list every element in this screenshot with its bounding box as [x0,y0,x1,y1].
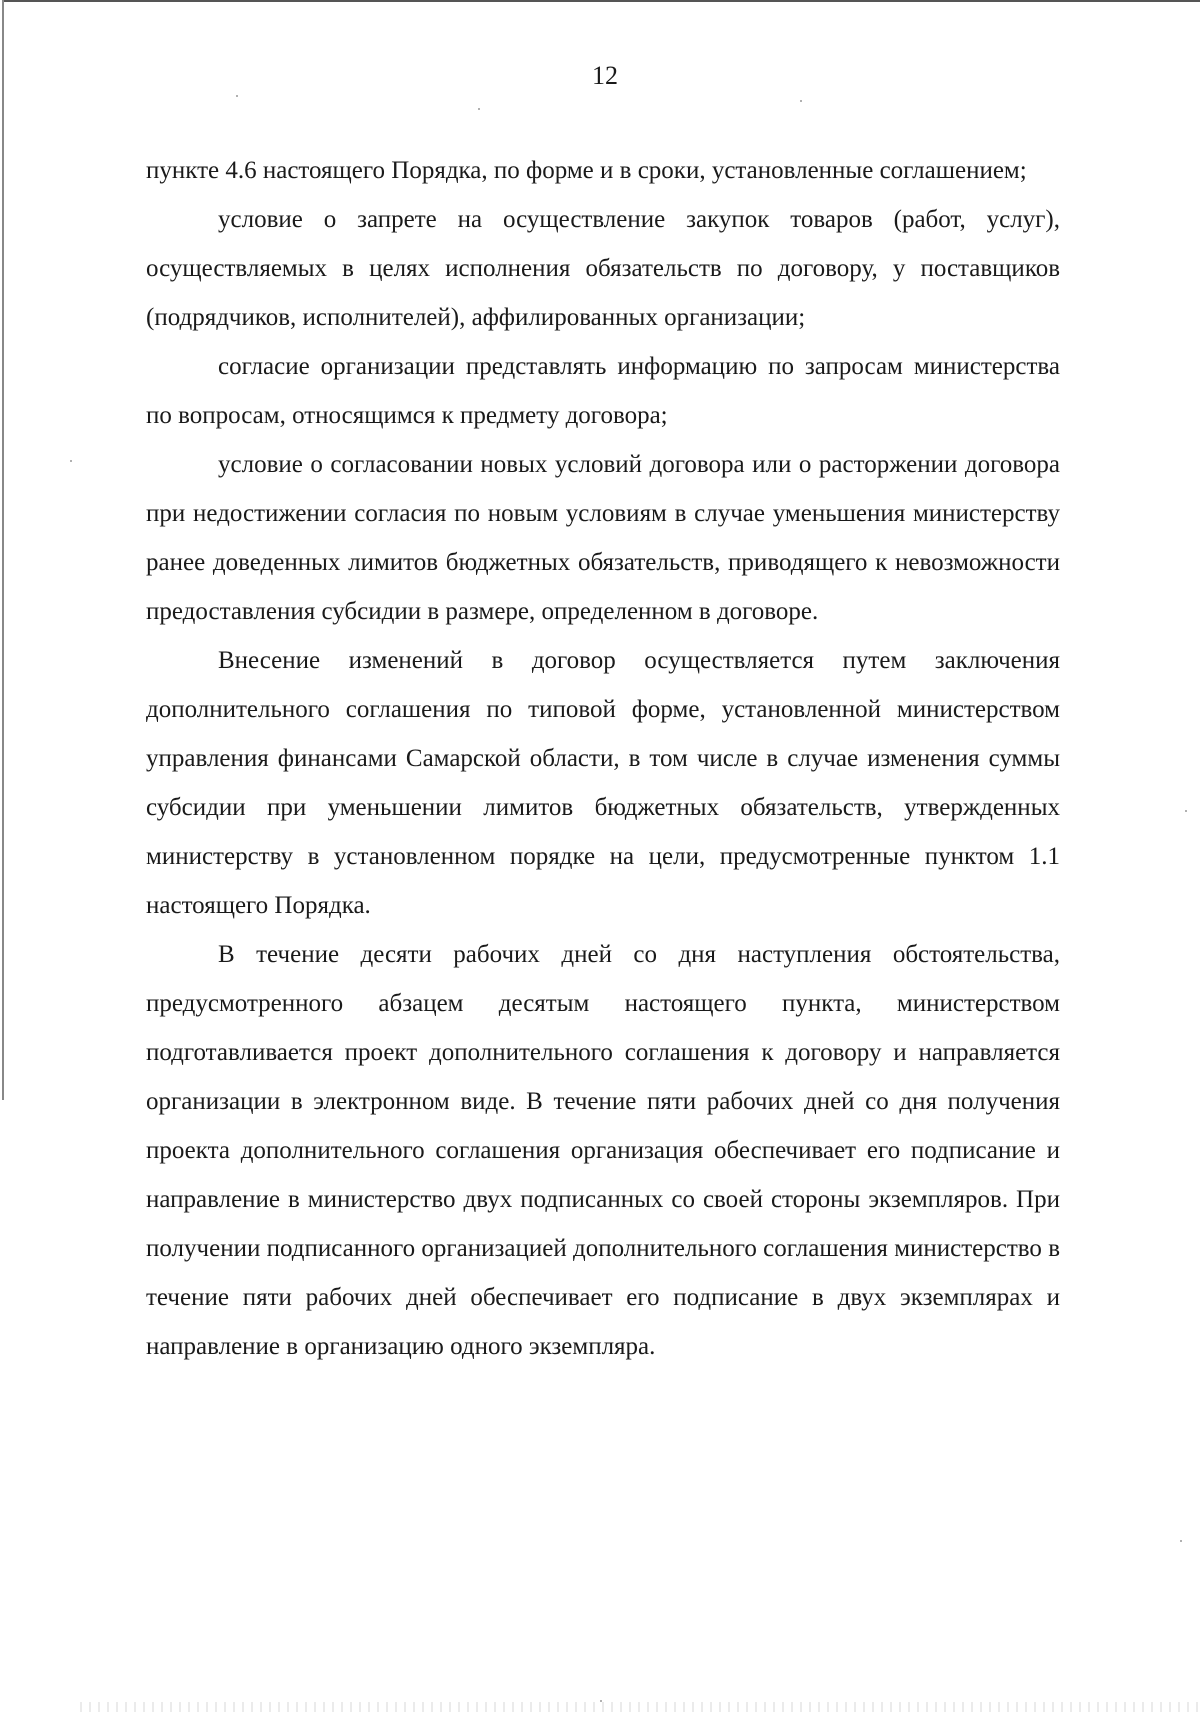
scan-noise [80,1702,1200,1712]
scan-edge-left [2,0,4,1100]
page-number: 12 [592,61,618,90]
paragraph-procurement-ban: условие о запрете на осуществление закупок товаров (работ, услуг), осуществляемых в целях исполнения обязательств по договору, у поставщиков (подрядчиков, исполнителей), аффилированных организации; [146,206,1060,331]
paragraph-continuation: пункте 4.6 настоящего Порядка, по форме и в сроки, установленные соглашением; [146,157,1027,184]
document-body [146,146,1060,1371]
scan-speck [1185,810,1187,812]
paragraph-amendments: Внесение изменений в договор осуществляется путем заключения дополнительного соглашения по типовой форме, установленной министерством управления финансами Самарской области, в том числе в случае изменения суммы субсидии при уменьшении лимитов бюджетных обязательств, утвержденных министерству в установленном порядке на цели, предусмотренные пунктом 1.1 настоящего Порядка. [146,647,1060,919]
scan-speck [70,460,72,462]
scan-speck [800,100,802,102]
paragraph-new-conditions: условие о согласовании новых условий договора или о расторжении договора при недостижении согласия по новым условиям в случае уменьшения министерству ранее доведенных лимитов бюджетных обязательств, приводящего к невозможности предоставления субсидии в размере, определенном в договоре. [146,451,1060,625]
paragraph-information-consent: согласие организации представлять информацию по запросам министерства по вопросам, относящимся к предмету договора; [146,353,1060,429]
scan-speck [236,95,238,97]
scan-speck [1180,1540,1182,1542]
paragraph-additional-agreement: В течение десяти рабочих дней со дня наступления обстоятельства, предусмотренного абзацем десятым настоящего пункта, министерством подготавливается проект дополнительного соглашения к договору и направляется организации в электронном виде. В течение пяти рабочих дней со дня получения проекта дополнительного соглашения организация обеспечивает его подписание и направление в министерство двух подписанных со своей стороны экземпляров. При получении подписанного организацией дополнительного соглашения министерство в течение пяти рабочих дней обеспечивает его подписание в двух экземплярах и направление в организацию одного экземпляра. [146,941,1060,1360]
scan-edge-top [2,0,1200,2]
scan-speck [478,108,480,110]
